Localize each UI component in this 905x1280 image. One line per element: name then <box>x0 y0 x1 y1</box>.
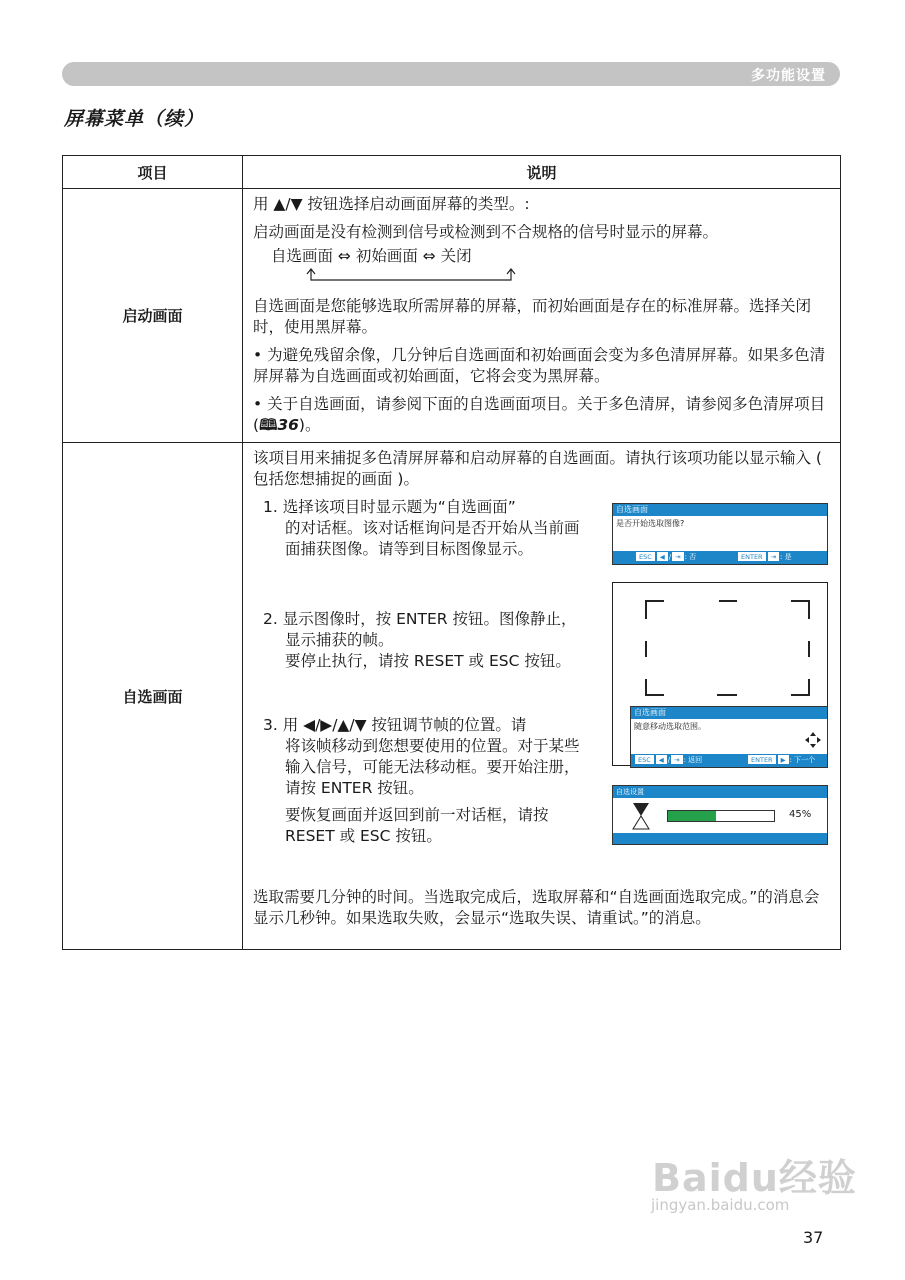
progress-percent: 45% <box>789 809 812 820</box>
startup-option-cycle <box>271 246 832 290</box>
next-label: : 下一个 <box>789 756 816 764</box>
yes-label: : 是 <box>780 553 792 561</box>
tab-arrow-icon[interactable]: ⇥ <box>672 552 683 561</box>
startup-instruction: 用 ▲/▼ 按钮选择启动画面屏幕的类型。: <box>253 195 530 213</box>
left-arrow-icon-2[interactable]: ◀ <box>656 755 667 764</box>
enter-key[interactable]: ENTER <box>738 552 766 561</box>
progress-footer <box>613 833 827 844</box>
tab-arrow-icon-3[interactable]: ⇥ <box>671 755 682 764</box>
manual-book-icon: 🕮 <box>259 416 278 434</box>
capture-confirm-dialog <box>612 503 828 565</box>
page-number: 37 <box>803 1228 824 1247</box>
progress-track <box>667 810 775 822</box>
baidu-watermark-logo: Baidu经验 <box>652 1156 857 1200</box>
esc-key-2[interactable]: ESC <box>635 755 654 764</box>
my-screen-intro: 该项目用来捕捉多色清屏屏幕和启动屏幕的自选画面。请执行该项功能以显示输入 ( 包括您想捕捉的画面 )。 <box>253 449 822 488</box>
dialog2-footer: ESC ◀ / ⇥ : 返回 ENTER ▶ : 下一个 <box>631 754 827 767</box>
startup-explanation: 自选画面是您能够选取所需屏幕的屏幕，而初始画面是存在的标准屏幕。选择关闭时，使用黑屏幕。 <box>253 297 812 336</box>
column-header-description: 说明 <box>243 156 841 189</box>
dialog-footer: ESC ◀ / ⇥ : 否 ENTER ⇥ : 是 <box>613 551 827 564</box>
dialog-title: 自选画面 <box>613 504 827 516</box>
dialog-question: 是否开始选取图像? <box>616 519 685 528</box>
column-header-item: 项目 <box>63 156 243 189</box>
item-label-startup: 启动画面 <box>63 189 243 443</box>
move-selection-dialog <box>630 706 828 768</box>
progress-title: 自选设置 <box>613 786 827 798</box>
item-label-my-screen: 自选画面 <box>63 443 243 950</box>
startup-definition: 启动画面是没有检测到信号或检测到不合规格的信号时显示的屏幕。 <box>253 223 719 241</box>
startup-note-reference: • 关于自选画面，请参阅下面的自选画面项目。关于多色清屏，请参阅多色清屏项目 (🕮36)。 <box>253 395 826 434</box>
enter-key-2[interactable]: ENTER <box>748 755 776 764</box>
section-title: 多功能设置 <box>751 68 826 84</box>
page-title: 屏幕菜单（续） <box>64 108 205 130</box>
esc-key[interactable]: ESC <box>636 552 655 561</box>
dialog2-text: 随意移动选取范围。 <box>634 722 706 731</box>
step-3: 3. 用 ◀/▶/▲/▼ 按钮调节帧的位置。请 将该帧移动到您想要使用的位置。对于某些输入信号，可能无法移动框。要开始注册，请按 ENTER 按钮。 要恢复画面并返回到前一对话框，请按 RESET 或 ESC 按钮。 <box>263 716 580 845</box>
startup-cycle-text: 自选画面 ⇔ 初始画面 ⇔ 关闭 <box>271 247 472 265</box>
right-arrow-icon[interactable]: ▶ <box>778 755 789 764</box>
dialog2-title: 自选画面 <box>631 707 827 719</box>
tab-arrow-icon-2[interactable]: ⇥ <box>768 552 779 561</box>
my-screen-outro: 选取需要几分钟的时间。当选取完成后，选取屏幕和“自选画面选取完成。”的消息会显示几秒钟。如果选取失败，会显示“选取失误、请重试。”的消息。 <box>253 888 820 927</box>
table-header-row <box>63 156 841 189</box>
move-arrows-icon <box>804 731 822 749</box>
watermark-url: jingyan.baidu.com <box>651 1196 790 1214</box>
section-header-bar <box>62 62 840 86</box>
step-1: 1. 选择该项目时显示题为“自选画面” 的对话框。该对话框询问是否开始从当前画面捕获图像。请等到目标图像显示。 <box>263 498 580 558</box>
hourglass-icon <box>631 802 651 830</box>
left-arrow-icon[interactable]: ◀ <box>657 552 668 561</box>
description-startup <box>243 189 841 443</box>
step-2: 2. 显示图像时，按 ENTER 按钮。图像静止， 显示捕获的帧。 要停止执行，请按 RESET 或 ESC 按钮。 <box>263 610 577 670</box>
table-row-startup <box>63 189 841 443</box>
progress-fill <box>668 811 716 821</box>
startup-note-afterimage: • 为避免残留余像，几分钟后自选画面和初始画面会变为多色清屏屏幕。如果多色清屏屏幕为自选画面或初始画面，它将会变为黑屏幕。 <box>253 346 826 385</box>
reference-page-number: 36 <box>277 416 299 434</box>
capture-progress-dialog <box>612 785 828 845</box>
back-label: : 返回 <box>683 756 703 764</box>
cycle-return-arrow-icon <box>305 268 517 284</box>
no-label: : 否 <box>684 553 697 561</box>
